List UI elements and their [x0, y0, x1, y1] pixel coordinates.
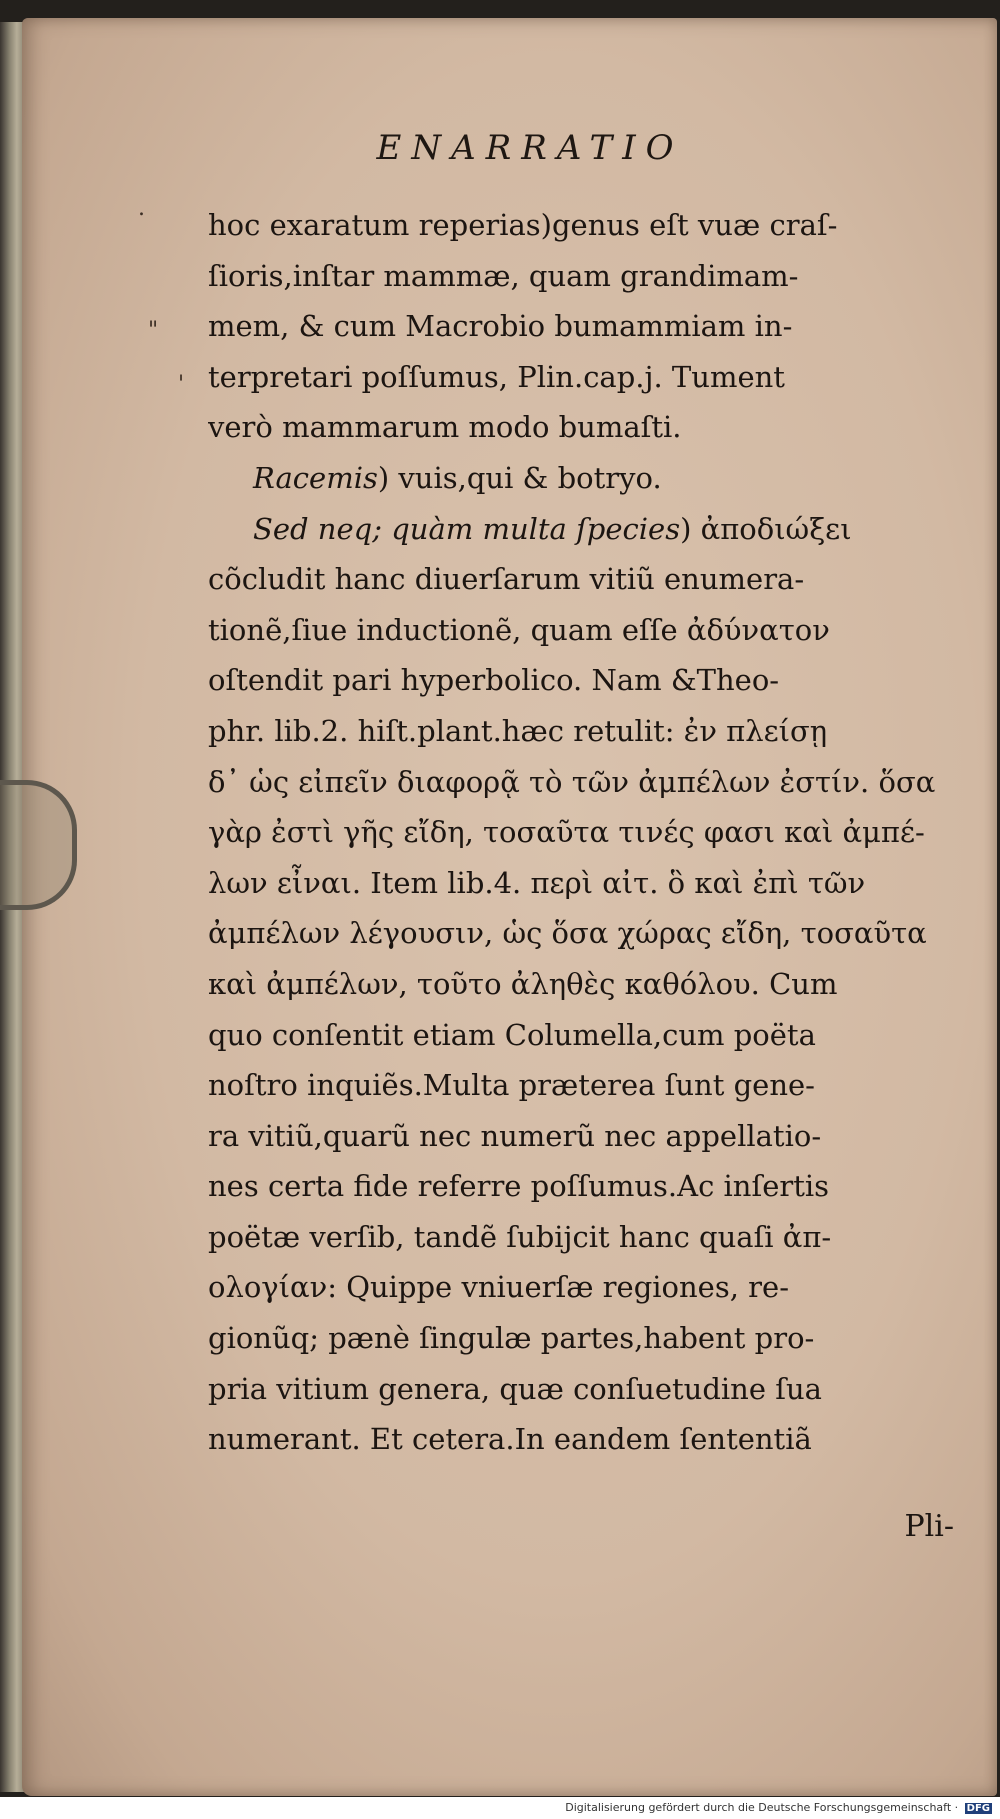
text-line: [208, 858, 978, 909]
lemma: Sed neq; quàm multa ſpecies: [253, 511, 681, 546]
text-line: [208, 251, 978, 302]
text-line: [208, 402, 978, 453]
text-line: [208, 554, 978, 605]
line-text: oſtendit pari hyperbolico. Nam &Theo-: [208, 663, 780, 698]
text-line: [208, 1262, 978, 1313]
line-text: ) ἀποδιώξει: [680, 511, 852, 546]
text-line: [208, 757, 978, 808]
text-line: [208, 200, 978, 251]
line-text: gionũq; pænè ſingulæ partes,habent pro-: [208, 1321, 815, 1356]
line-text: verò mammarum modo bumaſti.: [208, 410, 682, 445]
line-text: ſioris,inſtar mammæ, quam grandimam-: [208, 258, 799, 293]
line-text: ) vuis,qui & botryo.: [377, 460, 662, 495]
line-text: numerant. Et cetera.In eandem ſententiã: [208, 1422, 812, 1457]
text-line: [208, 1414, 978, 1465]
line-text: καὶ ἀμπέλων, τοῦτο ἀληθὲς καθόλου. Cum: [208, 966, 838, 1001]
line-text: cõcludit hanc diuerſarum vitiũ enumera-: [208, 562, 805, 597]
line-text: poëtæ verſib, tandẽ ſubijcit hanc quaſi ἀπ-: [208, 1219, 832, 1254]
text-line: [208, 1364, 978, 1415]
line-text: δ᾽ ὡς εἰπεῖν διαφορᾷ τὸ τῶν ἀμπέλων ἐστίν. ὅσα: [208, 764, 936, 799]
line-text: λων εἶναι. Item lib.4. περὶ αἰτ. ὃ καὶ ἐπὶ τῶν: [208, 865, 866, 900]
text-line: [208, 453, 978, 504]
text-line: [208, 959, 978, 1010]
running-heading: ENARRATIO: [376, 128, 684, 168]
line-text: ἀμπέλων λέγουσιν, ὡς ὅσα χώρας εἴδη, τοσαῦτα: [208, 916, 927, 951]
dfg-logo: DFG: [966, 1803, 990, 1814]
text-line: [208, 1010, 978, 1061]
line-text: hoc exaratum reperias)genus eſt vuæ craſ-: [208, 208, 838, 242]
text-body: [208, 200, 978, 1465]
credit-text: Digitalisierung gefördert durch die Deutsche Forschungsgemeinschaft: [565, 1801, 952, 1814]
line-text: nes certa fide referre poſſumus.Ac inſertis: [208, 1169, 830, 1204]
text-line: [208, 1161, 978, 1212]
text-line: [208, 605, 978, 656]
text-line: [208, 655, 978, 706]
text-line: [208, 908, 978, 959]
line-text: noſtro inquiẽs.Multa præterea ſunt gene-: [208, 1068, 815, 1103]
line-text: mem, & cum Macrobio bumammiam in-: [208, 309, 793, 344]
line-text: ολογίαν: Quippe vniuerſæ regiones, re-: [208, 1270, 789, 1305]
text-line: [208, 504, 978, 555]
line-text: terpretari poſſumus, Plin.cap.j. Tument: [208, 359, 785, 394]
clasp: [0, 780, 77, 910]
text-line: [208, 1111, 978, 1162]
line-text: ra vitiũ,quarũ nec numerũ nec appellatio-: [208, 1118, 822, 1153]
text-line: [208, 301, 978, 352]
margin-mark: ": [148, 318, 159, 343]
text-line: [208, 1212, 978, 1263]
catchword: Pli-: [904, 1509, 954, 1544]
line-text: tionẽ,ſiue inductionẽ, quam eſſe ἀδύνατον: [208, 612, 830, 647]
text-line: [208, 352, 978, 403]
margin-mark: ': [178, 372, 185, 397]
line-text: phr. lib.2. hiſt.plant.hæc retulit: ἐν πλείσῃ: [208, 713, 828, 748]
text-line: [208, 807, 978, 858]
digitization-credit: Digitalisierung gefördert durch die Deutsche Forschungsgemeinschaft · DFG: [565, 1801, 990, 1814]
text-line: [208, 1313, 978, 1364]
lemma: Racemis: [253, 460, 378, 495]
text-line: [208, 706, 978, 757]
line-text: γὰρ ἐστὶ γῆς εἴδη, τοσαῦτα τινές φασι καὶ ἀμπέ-: [208, 815, 925, 850]
margin-mark: .: [138, 196, 145, 221]
line-text: quo conſentit etiam Columella,cum poëta: [208, 1017, 816, 1052]
text-line: [208, 1060, 978, 1111]
line-text: pria vitium genera, quæ conſuetudine ſua: [208, 1371, 822, 1406]
